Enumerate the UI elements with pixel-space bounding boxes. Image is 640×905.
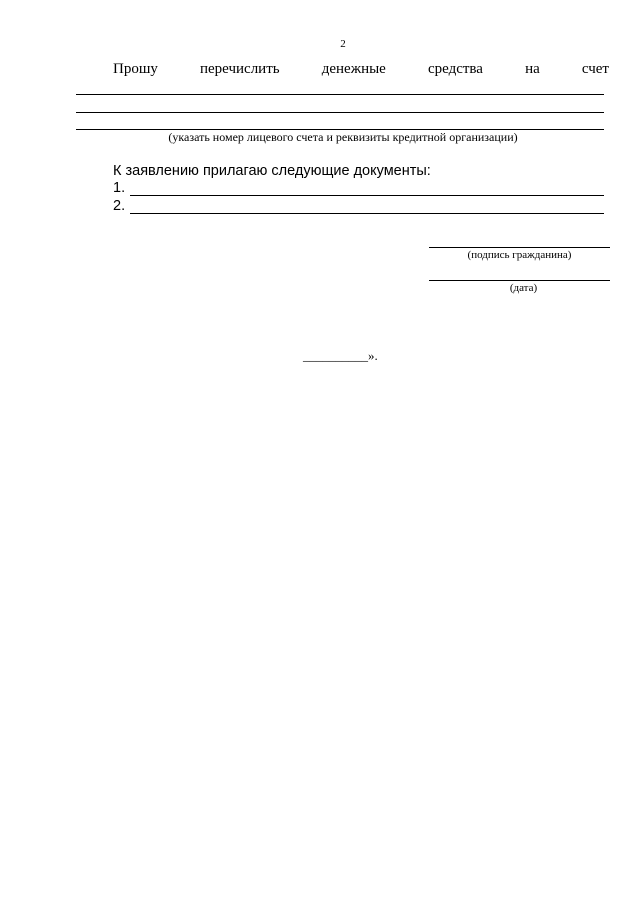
trailing-text: __________». <box>303 348 378 363</box>
account-blank-line-1 <box>76 94 604 95</box>
account-caption: (указать номер лицевого счета и реквизиты кредитной организации) <box>168 130 518 144</box>
signature-line <box>429 247 610 248</box>
date-line <box>429 280 610 281</box>
attachment-blank-line-1 <box>130 195 604 196</box>
signature-caption: (подпись гражданина) <box>467 249 572 261</box>
attachment-number-2: 2. <box>113 198 126 214</box>
attachment-number-1: 1. <box>113 180 126 196</box>
attachments-heading: К заявлению прилагаю следующие документы: <box>113 163 431 179</box>
page-number: 2 <box>340 38 346 50</box>
attachment-blank-line-2 <box>130 213 604 214</box>
account-blank-line-2 <box>76 112 604 113</box>
date-caption: (дата) <box>509 282 538 294</box>
request-line: Прошу перечислить денежные средства на счет <box>113 61 609 77</box>
